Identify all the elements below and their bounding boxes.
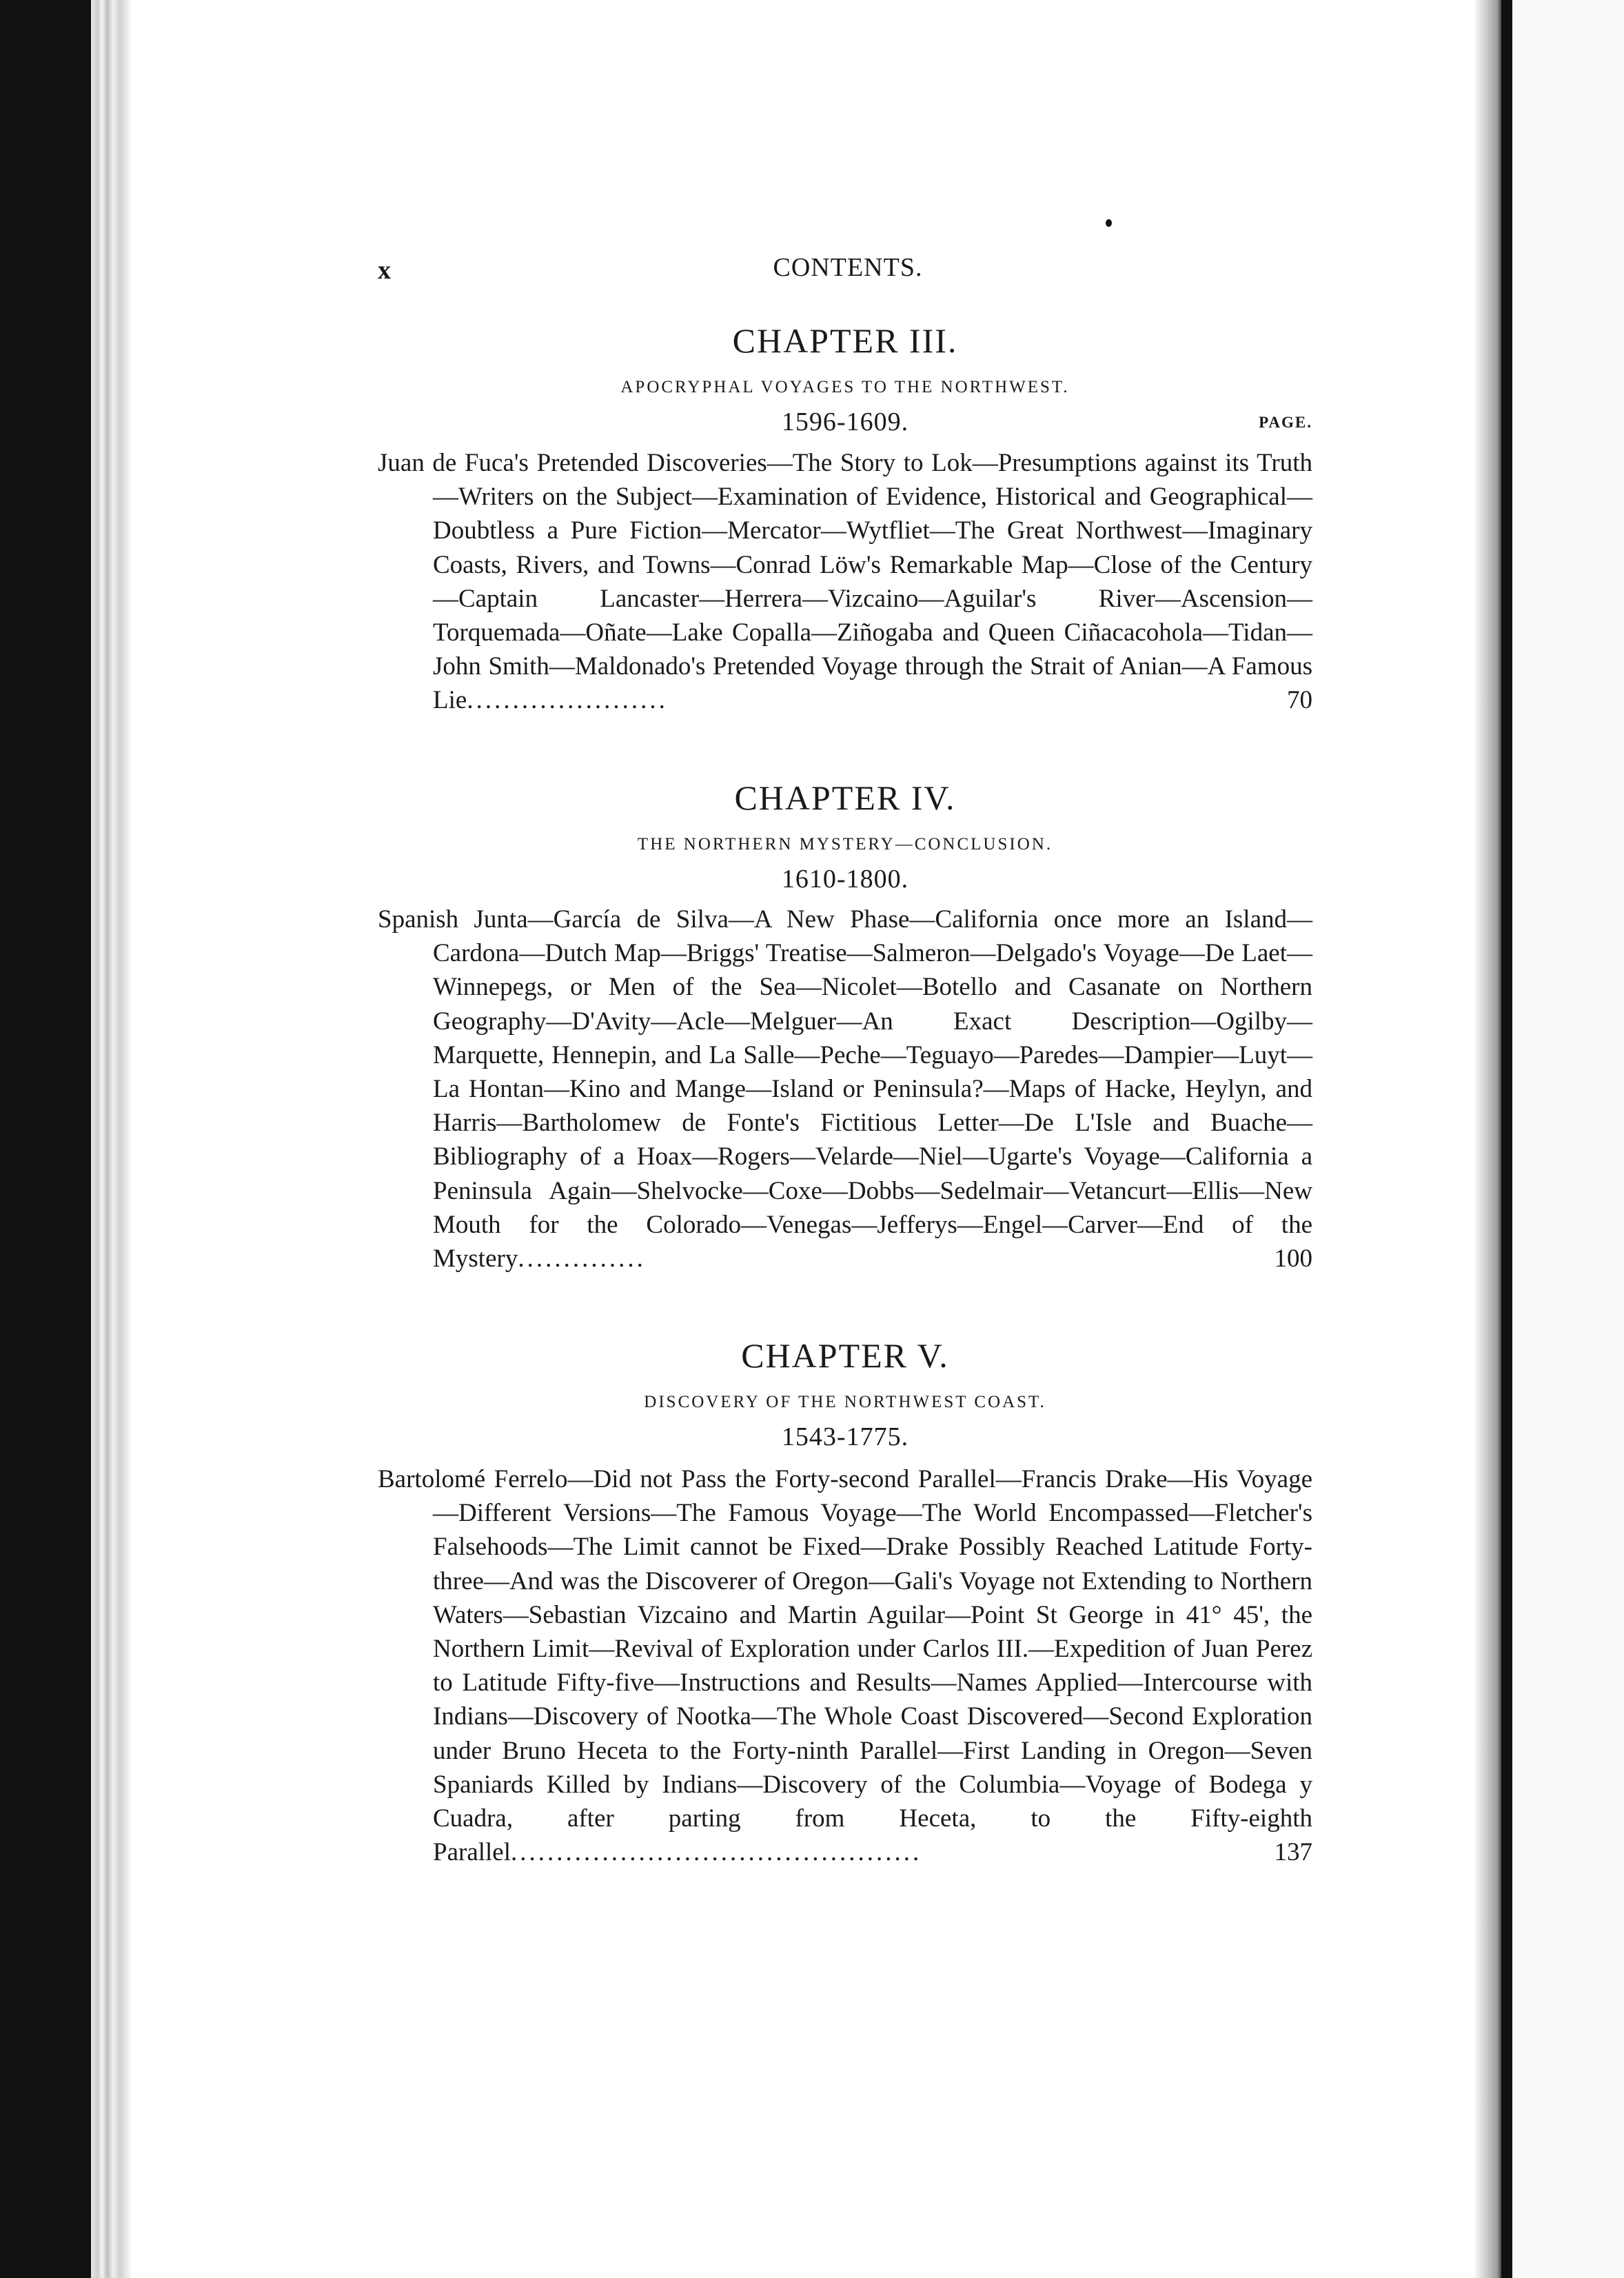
page-number: 70 [1287,686,1312,715]
dot-leader: ............................................. [511,1838,922,1867]
ink-speck [1106,219,1112,227]
chapter-title: CHAPTER IV. [734,778,956,817]
scan-gutter [1501,0,1512,2278]
facing-page-edge [1512,0,1624,2278]
chapter-dates: 1543-1775. [781,1422,909,1451]
chapter-dates: 1596-1609. [781,407,909,436]
dot-leader: ...................... [467,686,668,715]
book-spine-edge [91,0,131,2278]
chapter-entry [378,903,1312,1276]
synopsis-text: Spanish Junta—García de Silva—A New Phase—California once more an Island—Cardona—Dutch Map—Briggs' Treatise—Salmeron—Delgado's Voyage—De Laet—Winnepegs, or Men of the Sea—Nicolet—Botello and Casanate on Northern Geography—D'Avity—Acle—Melguer—An Exact Description—Ogilby—Marquette, Hennepin, and La Salle—Peche—Teguayo—Paredes—Dampier—Luyt—La Hontan—Kino and Mange—Island or Peninsula?—Maps of Hacke, Heylyn, and Harris—Bartholomew de Fonte's Fictitious Letter—De L'Isle and Buache—Bibliography of a Hoax—Rogers—Velarde—Niel—Ugarte's Voyage—California a Peninsula Again—Shelvocke—Coxe—Dobbs—Sedelmair—Vetancurt—Ellis—New Mouth for the Colorado—Venegas—Jefferys—Engel—Carver—End of the Mystery [378,905,1312,1273]
chapter-synopsis [378,1462,1312,1869]
page-number: 137 [1274,1838,1312,1867]
running-head: CONTENTS. [773,253,923,282]
scan-left-margin [0,0,91,2278]
chapter-subtitle: APOCRYPHAL VOYAGES TO THE NORTHWEST. [620,378,1070,396]
chapter-entry [378,1462,1312,1869]
page-number: 100 [1274,1244,1312,1273]
page-column-label: PAGE. [1259,414,1312,431]
page-right-shadow [1475,0,1501,2278]
folio-number: x [378,256,391,285]
chapter-title: CHAPTER III. [732,321,958,360]
synopsis-text: Bartolomé Ferrelo—Did not Pass the Forty-second Parallel—Francis Drake—His Voyage—Different Versions—The Famous Voyage—The World Encompassed—Fletcher's Falsehoods—The Limit cannot be Fixed—Drake Possibly Reached Latitude Forty-three—And was the Discoverer of Oregon—Gali's Voyage not Extending to Northern Waters—Sebastian Vizcaino and Martin Aguilar—Point St George in 41° 45', the Northern Limit—Revival of Exploration under Carlos III.—Expedition of Juan Perez to Latitude Fifty-five—Instructions and Results—Names Applied—Intercourse with Indians—Discovery of Nootka—The Whole Coast Discovered—Second Exploration under Bruno Heceta to the Forty-ninth Parallel—First Landing in Oregon—Seven Spaniards Killed by Indians—Discovery of the Columbia—Voyage of Bodega y Cuadra, after parting from Heceta, to the Fifty-eighth Parallel [378,1465,1312,1867]
synopsis-text: Juan de Fuca's Pretended Discoveries—The Story to Lok—Presumptions against its Truth—Writers on the Subject—Examination of Evidence, Historical and Geographical—Doubtless a Pure Fiction—Mercator—Wytfliet—The Great Northwest—Imaginary Coasts, Rivers, and Towns—Conrad Löw's Remarkable Map—Close of the Century—Captain Lancaster—Herrera—Vizcaino—Aguilar's River—Ascension—Torquemada—Oñate—Lake Copalla—Ziñogaba and Queen Ciñacacohola—Tidan—John Smith—Maldonado's Pretended Voyage through the Strait of Anian—A Famous Lie [378,449,1312,715]
chapter-subtitle: THE NORTHERN MYSTERY—CONCLUSION. [637,835,1053,854]
dot-leader: .............. [518,1244,646,1273]
chapter-title: CHAPTER V. [741,1336,949,1375]
chapter-entry [378,446,1312,718]
chapter-dates: 1610-1800. [781,865,909,894]
chapter-synopsis [378,903,1312,1276]
chapter-synopsis [378,446,1312,718]
chapter-subtitle: DISCOVERY OF THE NORTHWEST COAST. [644,1393,1046,1411]
